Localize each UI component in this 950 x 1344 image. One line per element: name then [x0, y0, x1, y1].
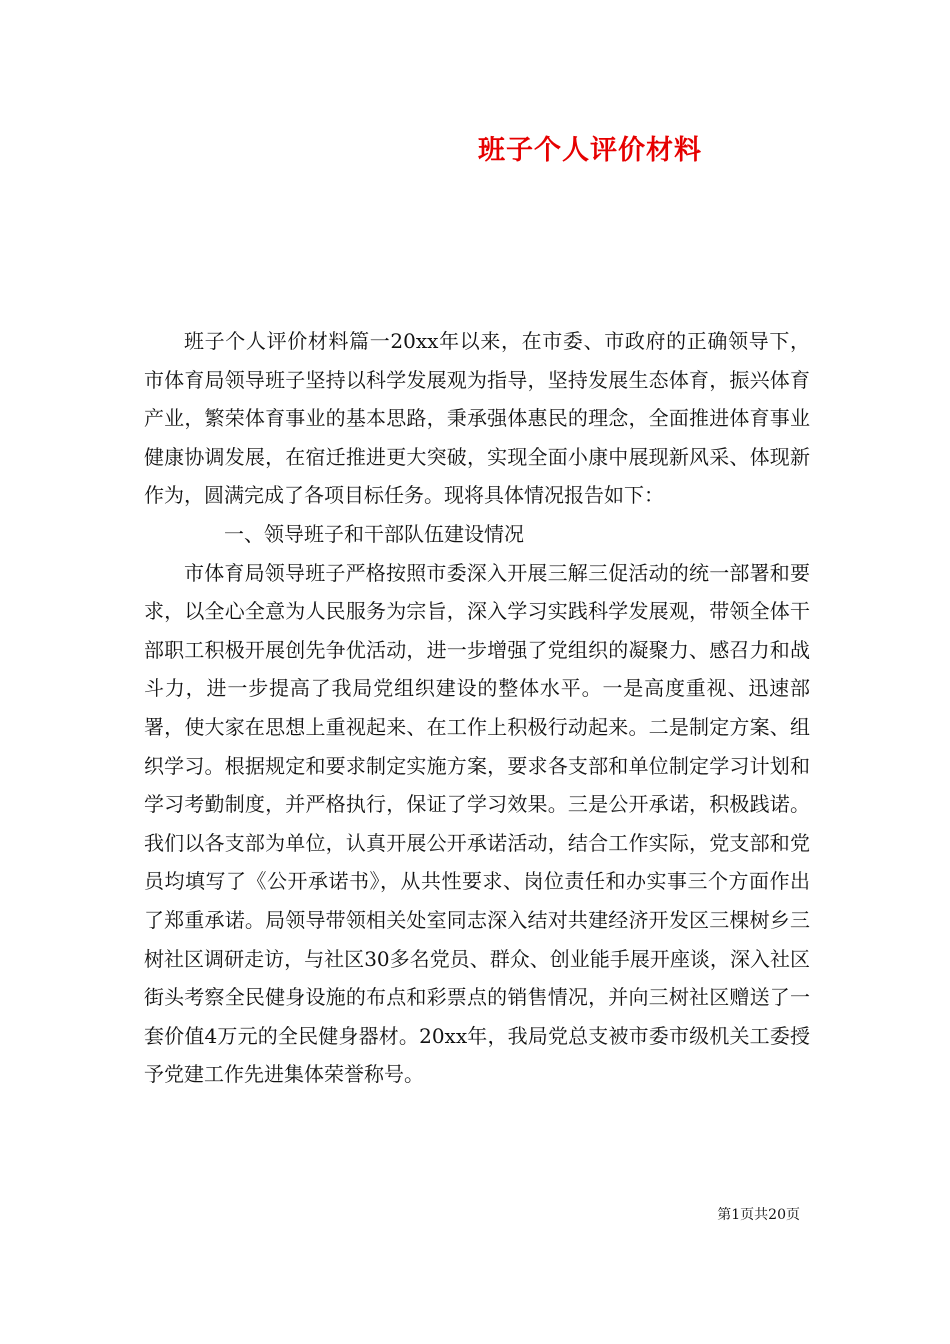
paragraph-section-one: 市体育局领导班子严格按照市委深入开展三解三促活动的统一部署和要求，以全心全意为人民服务为宗旨，深入学习实践科学发展观，带领全体干部职工积极开展创先争优活动，进一步增强了党组织的凝聚力、感召力和战斗力，进一步提高了我局党组织建设的整体水平。一是高度重视、迅速部署，使大家在思想上重视起来、在工作上积极行动起来。二是制定方案、组织学习。根据规定和要求制定实施方案，要求各支部和单位制定学习计划和学习考勤制度，并严格执行，保证了学习效果。三是公开承诺，积极践诺。我们以各支部为单位，认真开展公开承诺活动，结合工作实际，党支部和党员均填写了《公开承诺书》，从共性要求、岗位责任和办实事三个方面作出了郑重承诺。局领导带领相关处室同志深入结对共建经济开发区三棵树乡三树社区调研走访，与社区30多名党员、群众、创业能手展开座谈，深入社区街头考察全民健身设施的布点和彩票点的销售情况，并向三树社区赠送了一套价值4万元的全民健身器材。20xx年，我局党总支被市委市级机关工委授予党建工作先进集体荣誉称号。 — [144, 560, 810, 1087]
paragraph-intro: 班子个人评价材料篇一20xx年以来，在市委、市政府的正确领导下，市体育局领导班子坚持以科学发展观为指导，坚持发展生态体育，振兴体育产业，繁荣体育事业的基本思路，秉承强体惠民的理念，全面推进体育事业健康协调发展，在宿迁推进更大突破，实现全面小康中展现新风采、体现新作为，圆满完成了各项目标任务。现将具体情况报告如下： — [144, 329, 810, 508]
title-row — [0, 128, 950, 167]
section-heading: 一、领导班子和干部队伍建设情况 — [224, 521, 524, 546]
document-body — [144, 322, 810, 1094]
document-title: 班子个人评价材料 — [478, 135, 702, 166]
page-number-footer: 第1页共20页 — [717, 1207, 800, 1223]
